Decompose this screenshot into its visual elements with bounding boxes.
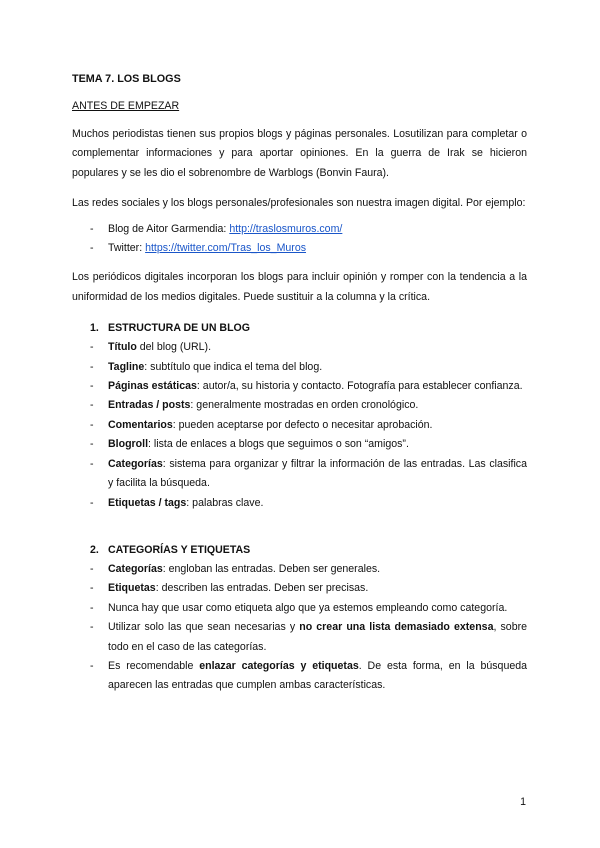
list-item: - Tagline: subtítulo que indica el tema del blog. [90, 360, 323, 373]
list-item: - Categorías: engloban las entradas. Deben ser generales. [90, 562, 381, 575]
structure-list [72, 338, 527, 513]
list-item: - Blog de Aitor Garmendia: http://traslosmuros.com/ [90, 222, 343, 235]
section-subtitle: ANTES DE EMPEZAR [72, 100, 180, 112]
list-item: - Entradas / posts: generalmente mostradas en orden cronológico. [90, 399, 419, 412]
list-item: - Etiquetas: describen las entradas. Deben ser precisas. [90, 582, 369, 595]
list-item: - Título del blog (URL). [90, 341, 212, 354]
page-number: 1 [520, 796, 526, 808]
section-2-heading: 2. CATEGORÍAS Y ETIQUETAS [90, 543, 251, 556]
periodicos-paragraph: Los periódicos digitales incorporan los blogs para incluir opinión y romper con la tendencia a la uniformidad de los medios digitales. Puede sustituir a la columna y la crítica. [72, 271, 527, 303]
categories-list [72, 560, 527, 696]
list-item: - Utilizar solo las que sean necesarias y no crear una lista demasiado extensa, sobre todo en el caso de las categorías. [90, 621, 528, 653]
page-title: TEMA 7. LOS BLOGS [72, 73, 181, 85]
intro-paragraph: Muchos periodistas tienen sus propios blogs y páginas personales. Losutilizan para completar o complementar informaciones y para aportar opiniones. En la guerra de Irak se hicieron populares y se les dio el sobrenombre de Warblogs (Bonvin Faura). [72, 128, 527, 179]
twitter-link[interactable]: https://twitter.com/Tras_los_Muros [145, 242, 307, 255]
document-page [72, 72, 527, 706]
list-item: - Twitter: https://twitter.com/Tras_los_Muros [90, 242, 307, 255]
section-1-heading: 1. ESTRUCTURA DE UN BLOG [90, 322, 251, 335]
list-item: - Nunca hay que usar como etiqueta algo que ya estemos empleando como categoría. [90, 601, 508, 614]
redes-paragraph: Las redes sociales y los blogs personales/profesionales son nuestra imagen digital. Por ejemplo: [72, 197, 526, 210]
list-item: - Blogroll: lista de enlaces a blogs que seguimos o son “amigos”. [90, 438, 409, 451]
list-item: - Etiquetas / tags: palabras clave. [90, 496, 264, 509]
list-item: - Es recomendable enlazar categorías y etiquetas. De esta forma, en la búsqueda aparecen las entradas que cumplen ambas características. [90, 659, 528, 692]
blog-link[interactable]: http://traslosmuros.com/ [229, 222, 343, 235]
list-item: - Comentarios: pueden aceptarse por defecto o necesitar aprobación. [90, 418, 433, 431]
list-item: - Páginas estáticas: autor/a, su historia y contacto. Fotografía para establecer confianza. [90, 380, 523, 393]
examples-list [72, 220, 527, 259]
list-item: - Categorías: sistema para organizar y filtrar la información de las entradas. Las clasifica y facilita la búsqueda. [90, 457, 527, 490]
